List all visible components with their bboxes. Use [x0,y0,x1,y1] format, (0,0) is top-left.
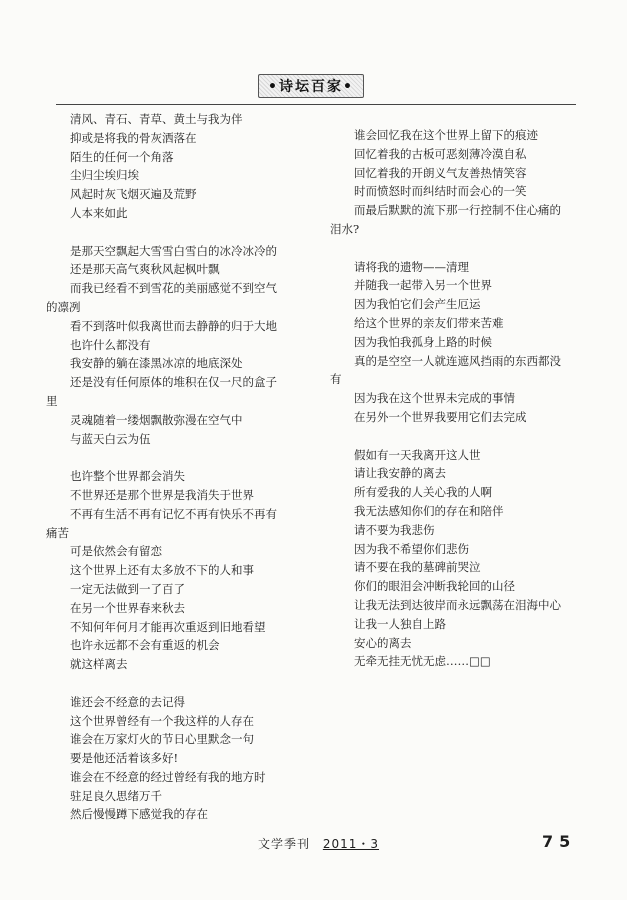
section-title: •诗坛百家• [268,79,354,95]
poem-line: 驻足良久思绪万千 [70,788,162,803]
stanza-gap [330,427,580,446]
poem-line: 在另一个世界春来秋去 [70,600,185,615]
poem-line: 抑或是将我的骨灰洒落在 [70,130,197,145]
poem-line: 所有爱我的人关心我的人啊 [354,485,492,500]
header-rule [56,104,576,105]
poem-line: 假如有一天我离开这人世 [354,447,481,462]
stanza-gap [46,223,296,242]
poem-line: 是那天空飘起大雪雪白雪白的冰冷冰冷的 [70,243,277,258]
footer-journal [258,835,379,852]
poem-line: 请不要在我的墓碑前哭泣 [354,560,481,575]
poem-line: 也许永远都不会有重返的机会 [70,638,220,653]
poem-line: 因为我怕它们会产生厄运 [354,297,481,312]
stanza-gap [330,239,580,258]
poem-line: 痛苦 [46,525,69,540]
poem-line: 不知何年何月才能再次重返到旧地看望 [70,619,266,634]
poem-line: 你们的眼泪会冲断我轮回的山径 [354,579,515,594]
poem-line: 我安静的躺在漆黑冰凉的地底深处 [70,356,243,371]
poem-line: 人本来如此 [70,205,128,220]
poem-line: 谁会回忆我在这个世界上留下的痕迹 [354,128,538,142]
poem-line: 还是没有任何原体的堆积在仅一尺的盒子 [70,375,277,390]
poem-line: 里 [46,393,58,408]
poem-line: 然后慢慢蹲下感觉我的存在 [70,807,208,822]
poem-line: 并随我一起带入另一个世界 [354,278,492,293]
page-number: 75 [542,832,577,851]
poem-line: 陌生的任何一个角落 [70,149,174,164]
poem-line: 让我无法到达彼岸而永远飘荡在泪海中心 [354,597,561,612]
poem-line: 请将我的遗物——清理 [354,259,469,274]
poem-line: 看不到落叶似我离世而去静静的归于大地 [70,318,277,333]
poem-line: 请让我安静的离去 [354,466,446,481]
poem-line: 我无法感知你们的存在和陪伴 [354,503,504,518]
poem-line: 一定无法做到一了百了 [70,581,185,596]
poem-line: 而我已经看不到雪花的美丽感觉不到空气 [70,281,277,296]
poem-line: 有 [330,372,342,387]
poem-line: 因为我在这个世界未完成的事情 [354,391,515,406]
poem-line: 无牵无挂无忧无虑……□□ [354,654,491,669]
stanza-gap [46,448,296,467]
poem-line: 真的是空空一人就连遮风挡雨的东西都没 [354,353,561,368]
poem-line: 这个世界上还有太多放不下的人和事 [70,563,254,578]
stanza-gap [46,674,296,693]
section-title-banner [258,74,364,98]
poem-line: 时而愤怒时而纠结时而会心的一笑 [354,184,527,199]
poem-line: 安心的离去 [354,635,412,650]
poem-line: 的凛冽 [46,299,81,314]
poem-line: 风起时灰飞烟灭遍及荒野 [70,187,197,202]
poem-line: 回忆着我的古板可恶刻薄冷漠自私 [354,146,527,161]
poem-line: 尘归尘埃归埃 [70,168,139,183]
poem-line: 要是他还活着该多好! [70,751,179,766]
poem-line: 谁会在不经意的经过曾经有我的地方时 [70,769,266,784]
journal-name: 文学季刊 [258,837,311,851]
poem-line: 这个世界曾经有一个我这样的人存在 [70,713,254,728]
poem-line: 谁还会不经意的去记得 [70,694,185,709]
poem-line: 请不要为我悲伤 [354,522,435,537]
poem-line: 也许整个世界都会消失 [70,469,185,484]
poem-line: 不再有生活不再有记忆不再有快乐不再有 [70,506,277,521]
poem-line: 泪水? [330,221,360,236]
poem-line: 回忆着我的开朗义气友善热情笑容 [354,165,527,180]
poem-line: 谁会在万家灯火的节日心里默念一句 [70,732,254,747]
poem-line: 与蓝天白云为伍 [70,431,151,446]
poem-line: 而最后默默的流下那一行控制不住心痛的 [354,203,561,218]
poem-line: 就这样离去 [70,657,128,672]
poem-line: 因为我怕我孤身上路的时候 [354,334,492,349]
poem-line: 让我一人独自上路 [354,616,446,631]
poem-left-column [46,110,296,824]
poem-line: 因为我不希望你们悲伤 [354,541,469,556]
poem-line: 清风、青石、青草、黄土与我为伴 [70,112,243,126]
poem-line: 不世界还是那个世界是我消失于世界 [70,487,254,502]
poem-line: 灵魂随着一缕烟飘散弥漫在空气中 [70,412,243,427]
poem-line: 还是那天高气爽秋风起枫叶飘 [70,262,220,277]
poem-line: 在另外一个世界我要用它们去完成 [354,409,527,424]
poem-line: 可是依然会有留恋 [70,544,162,559]
poem-line: 给这个世界的亲友们带来苦难 [354,315,504,330]
poem-line: 也许什么都没有 [70,337,151,352]
issue-number: 2011・3 [322,837,380,851]
poem-right-column [330,126,580,671]
